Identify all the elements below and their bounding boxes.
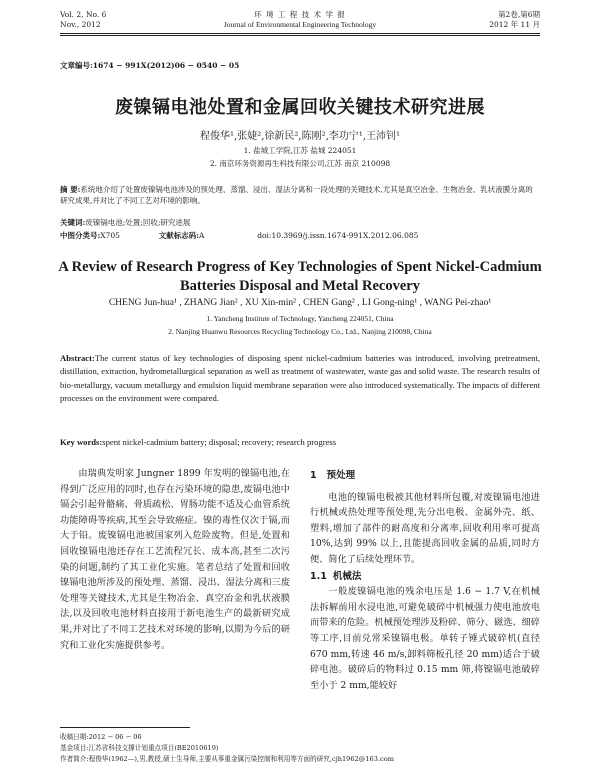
abstract-en: [60, 352, 540, 406]
subsection-1-1-heading: [310, 569, 540, 585]
keywords-cn-text: 废镍镉电池;处置;回收;研究进展: [85, 218, 191, 227]
abstract-en-label: Abstract:: [60, 353, 95, 363]
header-volume: [60, 10, 106, 30]
code-label: 文献标志码:: [158, 231, 199, 240]
abstract-cn-text: 系统地介绍了处置废镍镉电池涉及的预处理、蒸馏、浸出、湿法分离和一段处理的关键技术,尤其是真空冶金、生物冶金、乳状液膜分离的研究成果,并对比了不同工艺对环境的影响。: [60, 185, 533, 205]
section-1-title: 预处理: [326, 470, 356, 481]
section-1-number: 1: [310, 470, 317, 481]
abstract-en-text: The current status of key technologies of disposing spent nickel-cadmium batteries was introduced, involving pretreatment, distillation, extraction, hydrometallurgical separation as well as treatment of wastewater, waste gas and solid waste. The research results of bio-metallurgy, vacuum metallurgy and emulsion liquid membrane separation were also introduced systematically. The impacts of different processes on the environment were compared.: [60, 353, 540, 404]
header-vol-no-cn: 第2卷,第6期: [498, 10, 540, 19]
keywords-cn-label: 关键词:: [60, 218, 86, 227]
header-rule-thin: [60, 35, 540, 36]
affiliation-cn-2: 2. 南京环务资源再生科技有限公司,江苏 南京 210098: [209, 159, 391, 168]
subsection-number: 1.1: [310, 570, 327, 582]
code-value: A: [199, 231, 205, 240]
subsection-title: 机械法: [332, 570, 362, 582]
keywords-en-text: spent nickel-cadmium battery; disposal; recovery; research progress: [102, 437, 337, 447]
keywords-en-label: Key words:: [60, 437, 103, 447]
header-journal: [150, 10, 450, 30]
header-journal-cn: 环 境 工 程 技 术 学 报: [254, 10, 346, 19]
authors-cn: 程俊华¹,张婕²,徐新民²,陈刚²,李功宁¹,王沛钊¹: [200, 131, 400, 142]
article-id: 文章编号:1674 − 991X(2012)06 − 0540 − 05: [60, 61, 240, 70]
header-date-cn: 2012 年 11 月: [489, 20, 540, 29]
affiliation-en-1: 1. Yancheng Institute of Technology, Yancheng 224051, China: [206, 314, 394, 323]
footnote: [60, 732, 540, 765]
keywords-en: [60, 436, 540, 448]
doi: doi:10.3969/j.issn.1674-991X.2012.06.085: [257, 231, 419, 240]
title-cn: 废镍镉电池处置和金属回收关键技术研究进展: [115, 97, 485, 118]
authors-en: CHENG Jun-hua¹ , ZHANG Jian² , XU Xin-min² , CHEN Gang² , LI Gong-ning¹ , WANG Pei-zhao¹: [108, 298, 492, 308]
body-right-column: [310, 466, 540, 693]
footnote-received: 收稿日期:2012 − 06 − 06: [60, 733, 142, 741]
header-vol-no: Vol. 2, No. 6: [60, 10, 107, 19]
clc-value: X705: [100, 231, 120, 240]
header-date-en: Nov., 2012: [60, 20, 101, 29]
classification-line: [60, 230, 540, 241]
title-en: A Review of Research Progress of Key Technologies of Spent Nickel-Cadmium Batteries Disposal and Metal Recovery: [58, 259, 542, 294]
affiliation-en-2: 2. Nanjing Huanwu Resources Recycling Technology Co., Ltd., Nanjing 210098, China: [168, 327, 432, 336]
section-1-heading: [310, 468, 540, 484]
clc-label: 中图分类号:: [60, 231, 101, 240]
header-rule: [60, 33, 540, 34]
subsection-paragraph: 一般废镍镉电池的残余电压是 1.6 − 1.7 V,在机械法拆解前用水浸电池,可避免破碎中机械强力使电池放电而带来的危险。机械预处理涉及粉碎、筛分、磁选、细碎等工序,目前兑常采镍镉电极。单转子锤式破碎机(直径 670 mm,转速 46 m/s,卸料筛板孔径 20 mm)适合于破碎电池。破碎后的物料过 0.15 mm 筛,将镍镉电池破碎至小于 2 mm,能较好: [310, 586, 540, 691]
abstract-cn-label: 摘 要:: [60, 185, 81, 194]
footnote-fund: 基金项目:江苏省科技支撑计划重点项目(BE2010619): [60, 744, 219, 752]
footnote-rule: [60, 727, 190, 728]
section-1-paragraph: 电池的镍镉电极被其他材料所包覆,对废镍镉电池进行机械或热处理等预处理,先分出电极、金属外壳、纸、塑料,增加了部件的耐高度和分离率,回收利用率可提高 10%,达到 99% 以上,且能提高回收金属的品质,同时方便、简化了后续处理环节。: [310, 491, 540, 565]
footnote-author: 作者简介:程俊华(1962—),男,教授,硕士生导师,主要从事重金属污染控制和利用等方面的研究,cjh1962@163.com: [60, 755, 394, 763]
header-journal-en: Journal of Environmental Engineering Technology: [223, 20, 377, 29]
body-left-column: [60, 466, 290, 653]
header-issue: [489, 10, 540, 30]
abstract-cn: [60, 184, 540, 206]
intro-paragraph: 由瑞典发明家 Jungner 1899 年发明的镍镉电池,在得到广泛应用的同时,也存在污染环境的隐患,废镉电池中镉会引起骨骼痛、骨质疏松、胃肠功能不适及心血管系统功能障碍等疾病,其至会导致癌症。镍的毒性仅次于镉,而大于铅。废镍镉电池被国家列入危险废物。但是,处置和回收镍镉电池还存在工艺流程冗长、成本高,甚至二次污染的问题,制约了其工业化实施。笔者总结了处置和回收镍镉电池所涉及的预处理、蒸馏、浸出、湿法分离和三废处理等关键技术,尤其是生物冶金、真空冶金和乳状液膜法,以及回收电池材料直接用于新电池生产的最新研究成果,并对比了不同工艺技术对环境的影响,以期为今后的研究和工业化实施提供参考。: [60, 468, 290, 651]
affiliation-cn-1: 1. 盐城工学院,江苏 盐城 224051: [243, 146, 357, 155]
keywords-cn: [60, 217, 540, 228]
